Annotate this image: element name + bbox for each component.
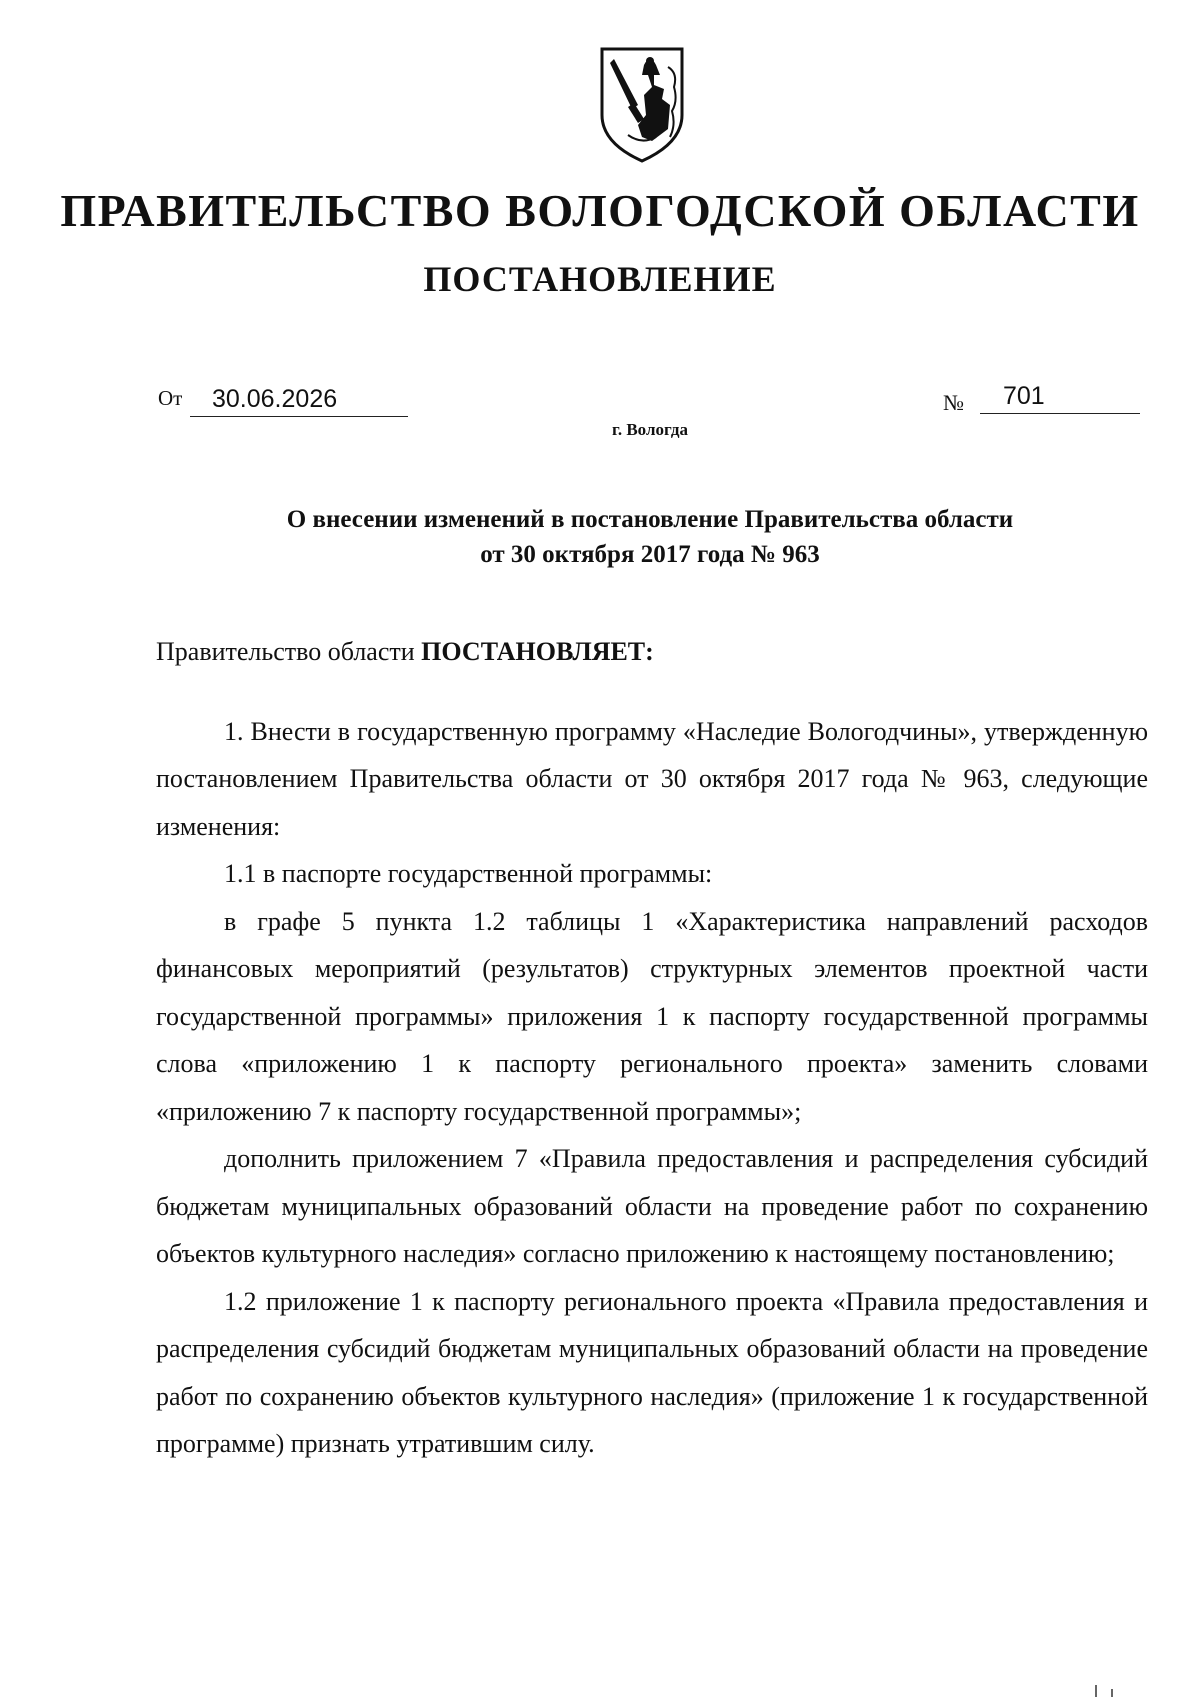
subject-line-1: О внесении изменений в постановление Правительства области: [286, 506, 1014, 533]
number-field: [980, 380, 1140, 414]
subject-line-2: от 30 октября 2017 года № 963: [480, 541, 820, 568]
resolves-keyword: ПОСТАНОВЛЯЕТ:: [421, 637, 654, 666]
document-number: 701: [1003, 382, 1045, 410]
document-subject: [200, 502, 1100, 572]
intro-paragraph: Правительство области ПОСТАНОВЛЯЕТ:: [156, 637, 654, 666]
city: г. Вологда: [612, 420, 688, 439]
paragraph-1-2: 1.2 приложение 1 к паспорту регионального проекта «Правила предоставления и распределения субсидий бюджетам муниципальных образований области на проведение работ по сохранению объектов культурного наследия» (приложение 1 к государственной программе) признать утратившим силу.: [156, 1286, 1148, 1458]
date-field: [190, 384, 408, 417]
date-label: От: [158, 386, 183, 410]
coat-of-arms-icon: [598, 45, 686, 165]
paragraph-1-1-b: дополнить приложением 7 «Правила предоставления и распределения субсидий бюджетам муниципальных образований области на проведение работ по сохранению объектов культурного наследия» согласно приложению к настоящему постановлению;: [156, 1144, 1148, 1268]
paragraph-1-1-a: в графе 5 пункта 1.2 таблицы 1 «Характеристика направлений расходов финансовых мероприятий (результатов) структурных элементов проектной части государственной программы» приложения 1 к паспорту государственной программы слова «приложению 1 к паспорту регионального проекта» заменить словами «приложению 7 к паспорту государственной программы»;: [156, 906, 1148, 1126]
scan-mark: [1090, 1683, 1120, 1697]
number-label: №: [943, 390, 964, 415]
document-body: [156, 628, 1148, 1468]
organization-title: ПРАВИТЕЛЬСТВО ВОЛОГОДСКОЙ ОБЛАСТИ: [60, 185, 1140, 236]
document-type: ПОСТАНОВЛЕНИЕ: [423, 259, 777, 299]
paragraph-1-1: 1.1 в паспорте государственной программы:: [224, 859, 713, 888]
paragraph-1: 1. Внести в государственную программу «Наследие Вологодчины», утвержденную постановлением Правительства области от 30 октября 2017 года № 963, следующие изменения:: [156, 716, 1148, 841]
document-date: 30.06.2026: [212, 385, 338, 413]
